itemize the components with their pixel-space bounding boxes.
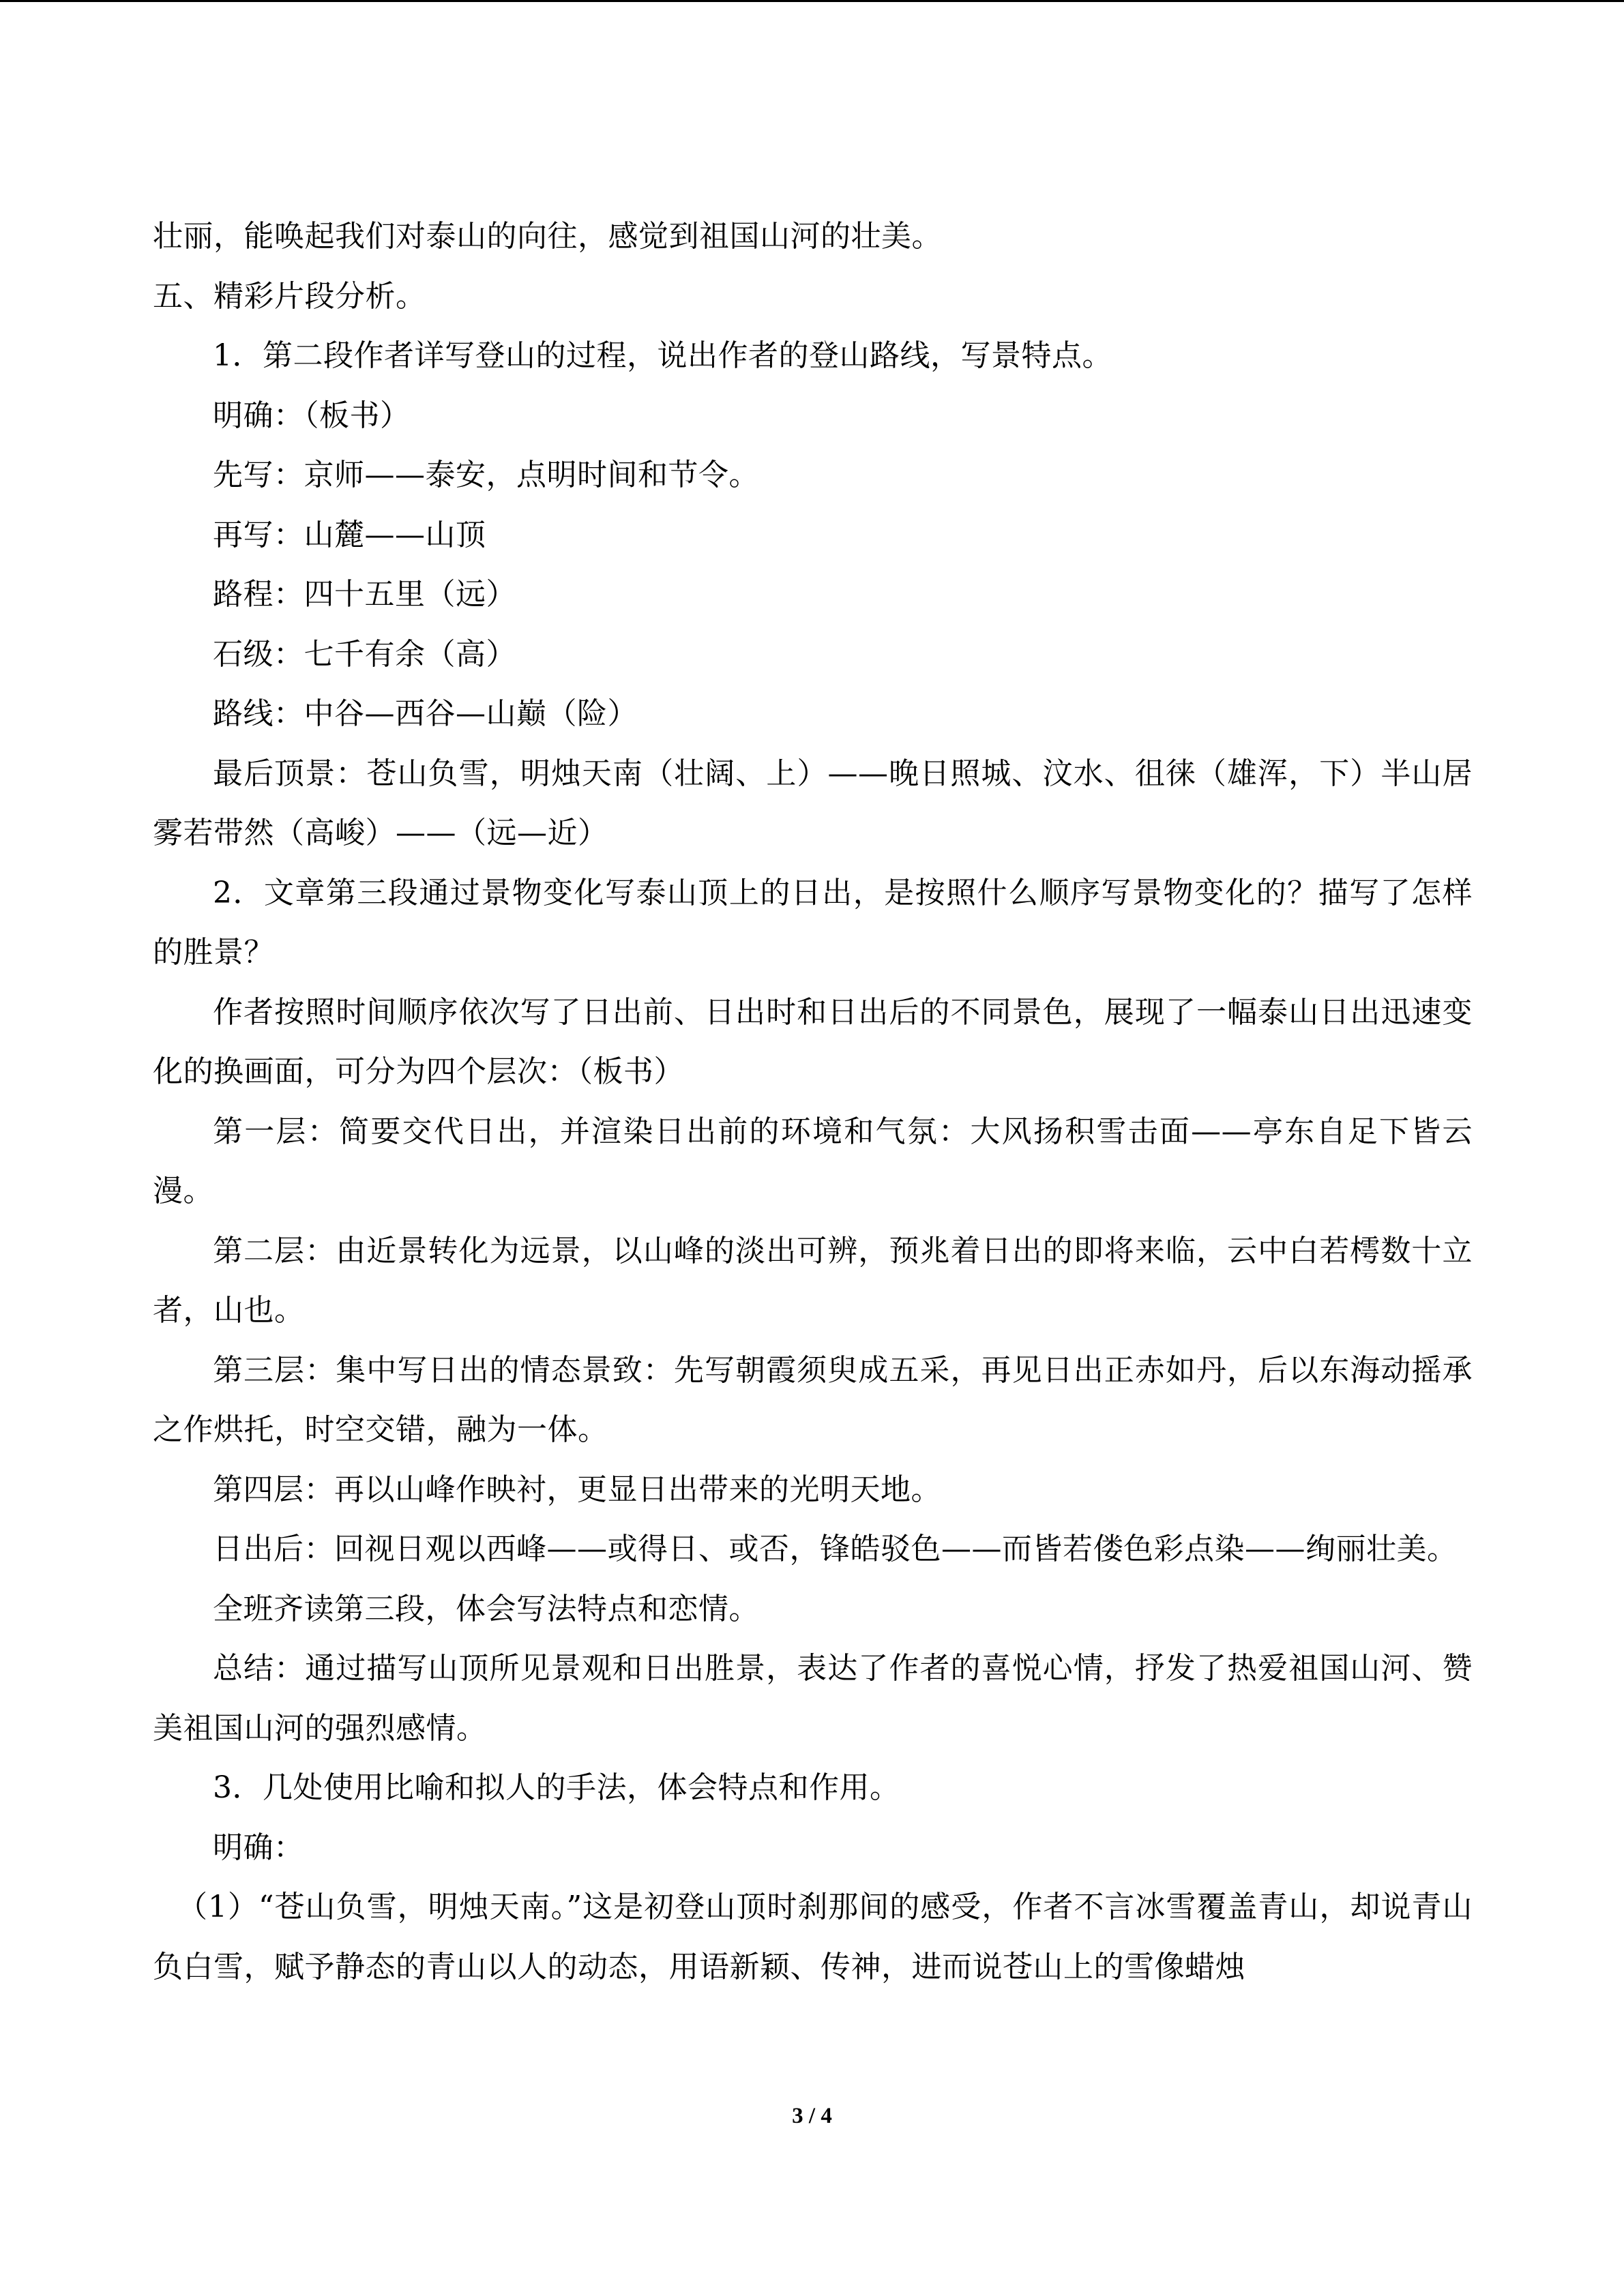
paragraph: 明确：	[213, 1830, 304, 1865]
paragraph: 3．几处使用比喻和拟人的手法，体会特点和作用。	[213, 1770, 900, 1805]
paragraph: 石级：七千有余（高）	[213, 636, 516, 672]
paragraph: 明确：（板书）	[213, 398, 411, 433]
paragraph: 路程：四十五里（远）	[213, 577, 516, 612]
page-number: 3 / 4	[792, 2104, 832, 2128]
paragraph: 2．文章第三段通过景物变化写泰山顶上的日出，是按照什么顺序写景物变化的？描写了怎样的胜景？	[153, 875, 1473, 970]
paragraph: 壮丽，能唤起我们对泰山的向往，感觉到祖国山河的壮美。	[153, 219, 942, 254]
paragraph: 总结：通过描写山顶所见景观和日出胜景，表达了作者的喜悦心情，抒发了热爱祖国山河、赞美祖国山河的强烈感情。	[153, 1651, 1473, 1746]
paragraph: 第一层：简要交代日出，并渲染日出前的环境和气氛：大风扬积雪击面——亭东自足下皆云漫。	[153, 1114, 1473, 1208]
paragraph: 第二层：由近景转化为远景，以山峰的淡出可辨，预兆着日出的即将来临，云中白若樗数十立者，山也。	[153, 1233, 1473, 1328]
paragraph: 最后顶景：苍山负雪，明烛天南（壮阔、上）——晚日照城、汶水、徂徕（雄浑，下）半山居雾若带然（高峻）——（远—近）	[153, 756, 1473, 850]
paragraph: 1．第二段作者详写登山的过程，说出作者的登山路线，写景特点。	[213, 338, 1112, 373]
paragraph: 作者按照时间顺序依次写了日出前、日出时和日出后的不同景色，展现了一幅泰山日出迅速变化的换画面，可分为四个层次：（板书）	[153, 994, 1473, 1089]
paragraph: 先写：京师——泰安，点明时间和节令。	[213, 458, 759, 492]
body-text	[153, 207, 1473, 1997]
paragraph: 全班齐读第三段，体会写法特点和恋情。	[213, 1591, 759, 1626]
paragraph: 第四层：再以山峰作映衬，更显日出带来的光明天地。	[213, 1472, 941, 1507]
paragraph: （1）“苍山负雪，明烛天南。”这是初登山顶时刹那间的感受，作者不言冰雪覆盖青山，却说青山负白雪，赋予静态的青山以人的动态，用语新颖、传神，进而说苍山上的雪像蜡烛	[153, 1890, 1473, 1984]
paragraph: 第三层：集中写日出的情态景致：先写朝霞须臾成五采，再见日出正赤如丹，后以东海动摇承之作烘托，时空交错，融为一体。	[153, 1352, 1473, 1447]
paragraph: 路线：中谷—西谷—山巅（险）	[213, 696, 638, 731]
paragraph: 五、精彩片段分析。	[153, 278, 426, 314]
paragraph: 日出后：回视日观以西峰——或得日、或否，锋皓驳色——而皆若偻色彩点染——绚丽壮美。	[213, 1532, 1458, 1566]
paragraph: 再写：山麓——山顶	[213, 517, 486, 552]
